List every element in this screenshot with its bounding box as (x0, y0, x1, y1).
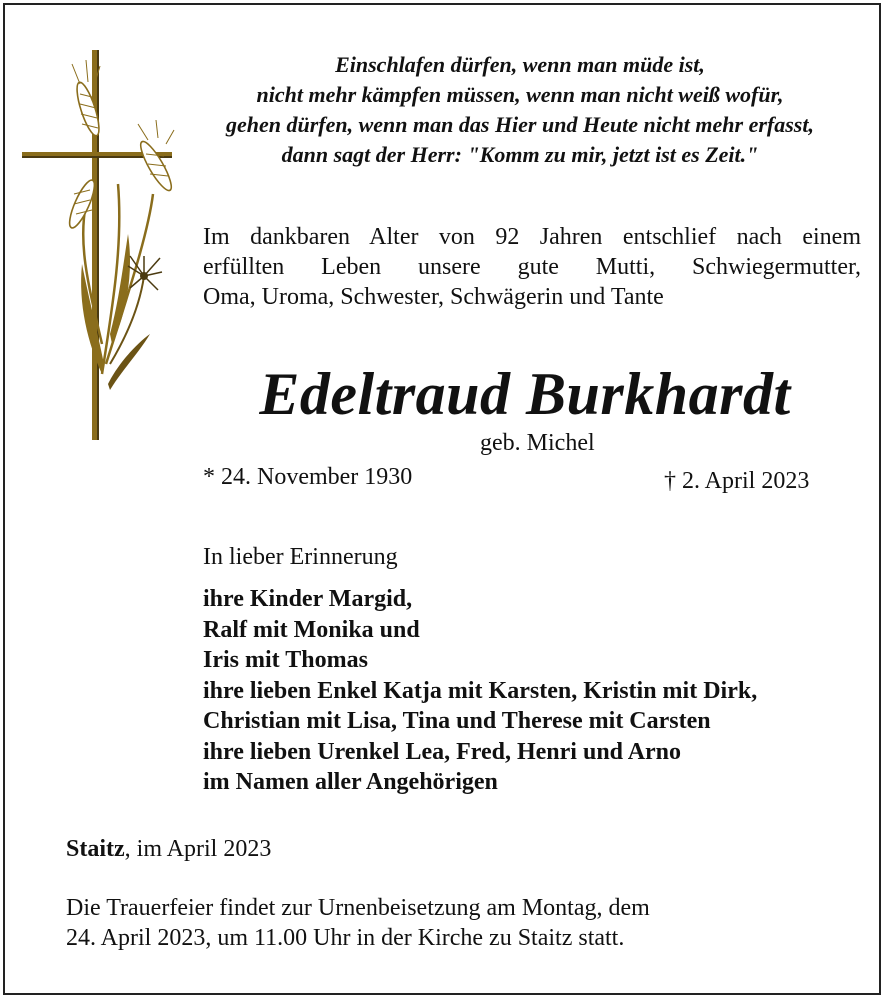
place-date-text: , im April 2023 (124, 836, 272, 862)
mourner-line: im Namen aller Angehörigen (203, 769, 498, 795)
intro-line: erfüllten Leben unsere gute Mutti, Schwiegermutter, (203, 254, 861, 280)
intro-line: Oma, Uroma, Schwester, Schwägerin und Tante (203, 284, 664, 310)
poem-line: nicht mehr kämpfen müssen, wenn man nicht weiß wofür, (256, 82, 784, 107)
mourner-line: Ralf mit Monika und (203, 616, 420, 643)
service-line: Die Trauerfeier findet zur Urnenbeisetzung am Montag, dem (66, 895, 650, 921)
poem-line: Einschlafen dürfen, wenn man müde ist, (335, 52, 705, 77)
mourner-line: ihre lieben Urenkel Lea, Fred, Henri und Arno (203, 738, 682, 765)
mourner-line: ihre Kinder Margid, (203, 586, 413, 612)
mourner-line: ihre lieben Enkel Katja mit Karsten, Kristin mit Dirk, (203, 677, 758, 704)
poem (160, 50, 880, 170)
maiden-name: geb. Michel (480, 430, 595, 456)
memory-intro: In lieber Erinnerung (203, 544, 398, 570)
place-city: Staitz (66, 836, 125, 862)
poem-line: gehen dürfen, wenn man das Hier und Heute nicht mehr erfasst, (226, 112, 814, 137)
intro-text (203, 222, 861, 312)
intro-line: Im dankbaren Alter von 92 Jahren entschlief nach einem (203, 224, 861, 250)
mourners-list (203, 584, 757, 798)
deceased-name: Edeltraud Burkhardt (259, 361, 791, 427)
poem-line: dann sagt der Herr: "Komm zu mir, jetzt ist es Zeit." (281, 142, 759, 167)
cross-with-wheat-icon (18, 44, 178, 444)
service-line: 24. April 2023, um 11.00 Uhr in der Kirche zu Staitz statt. (66, 925, 625, 951)
mourner-line: Iris mit Thomas (203, 647, 368, 673)
death-date: † 2. April 2023 (664, 468, 810, 494)
birth-date: * 24. November 1930 (203, 464, 413, 490)
mourner-line: Christian mit Lisa, Tina und Therese mit Carsten (203, 708, 711, 734)
place-date (66, 834, 271, 864)
service-info (66, 893, 650, 953)
